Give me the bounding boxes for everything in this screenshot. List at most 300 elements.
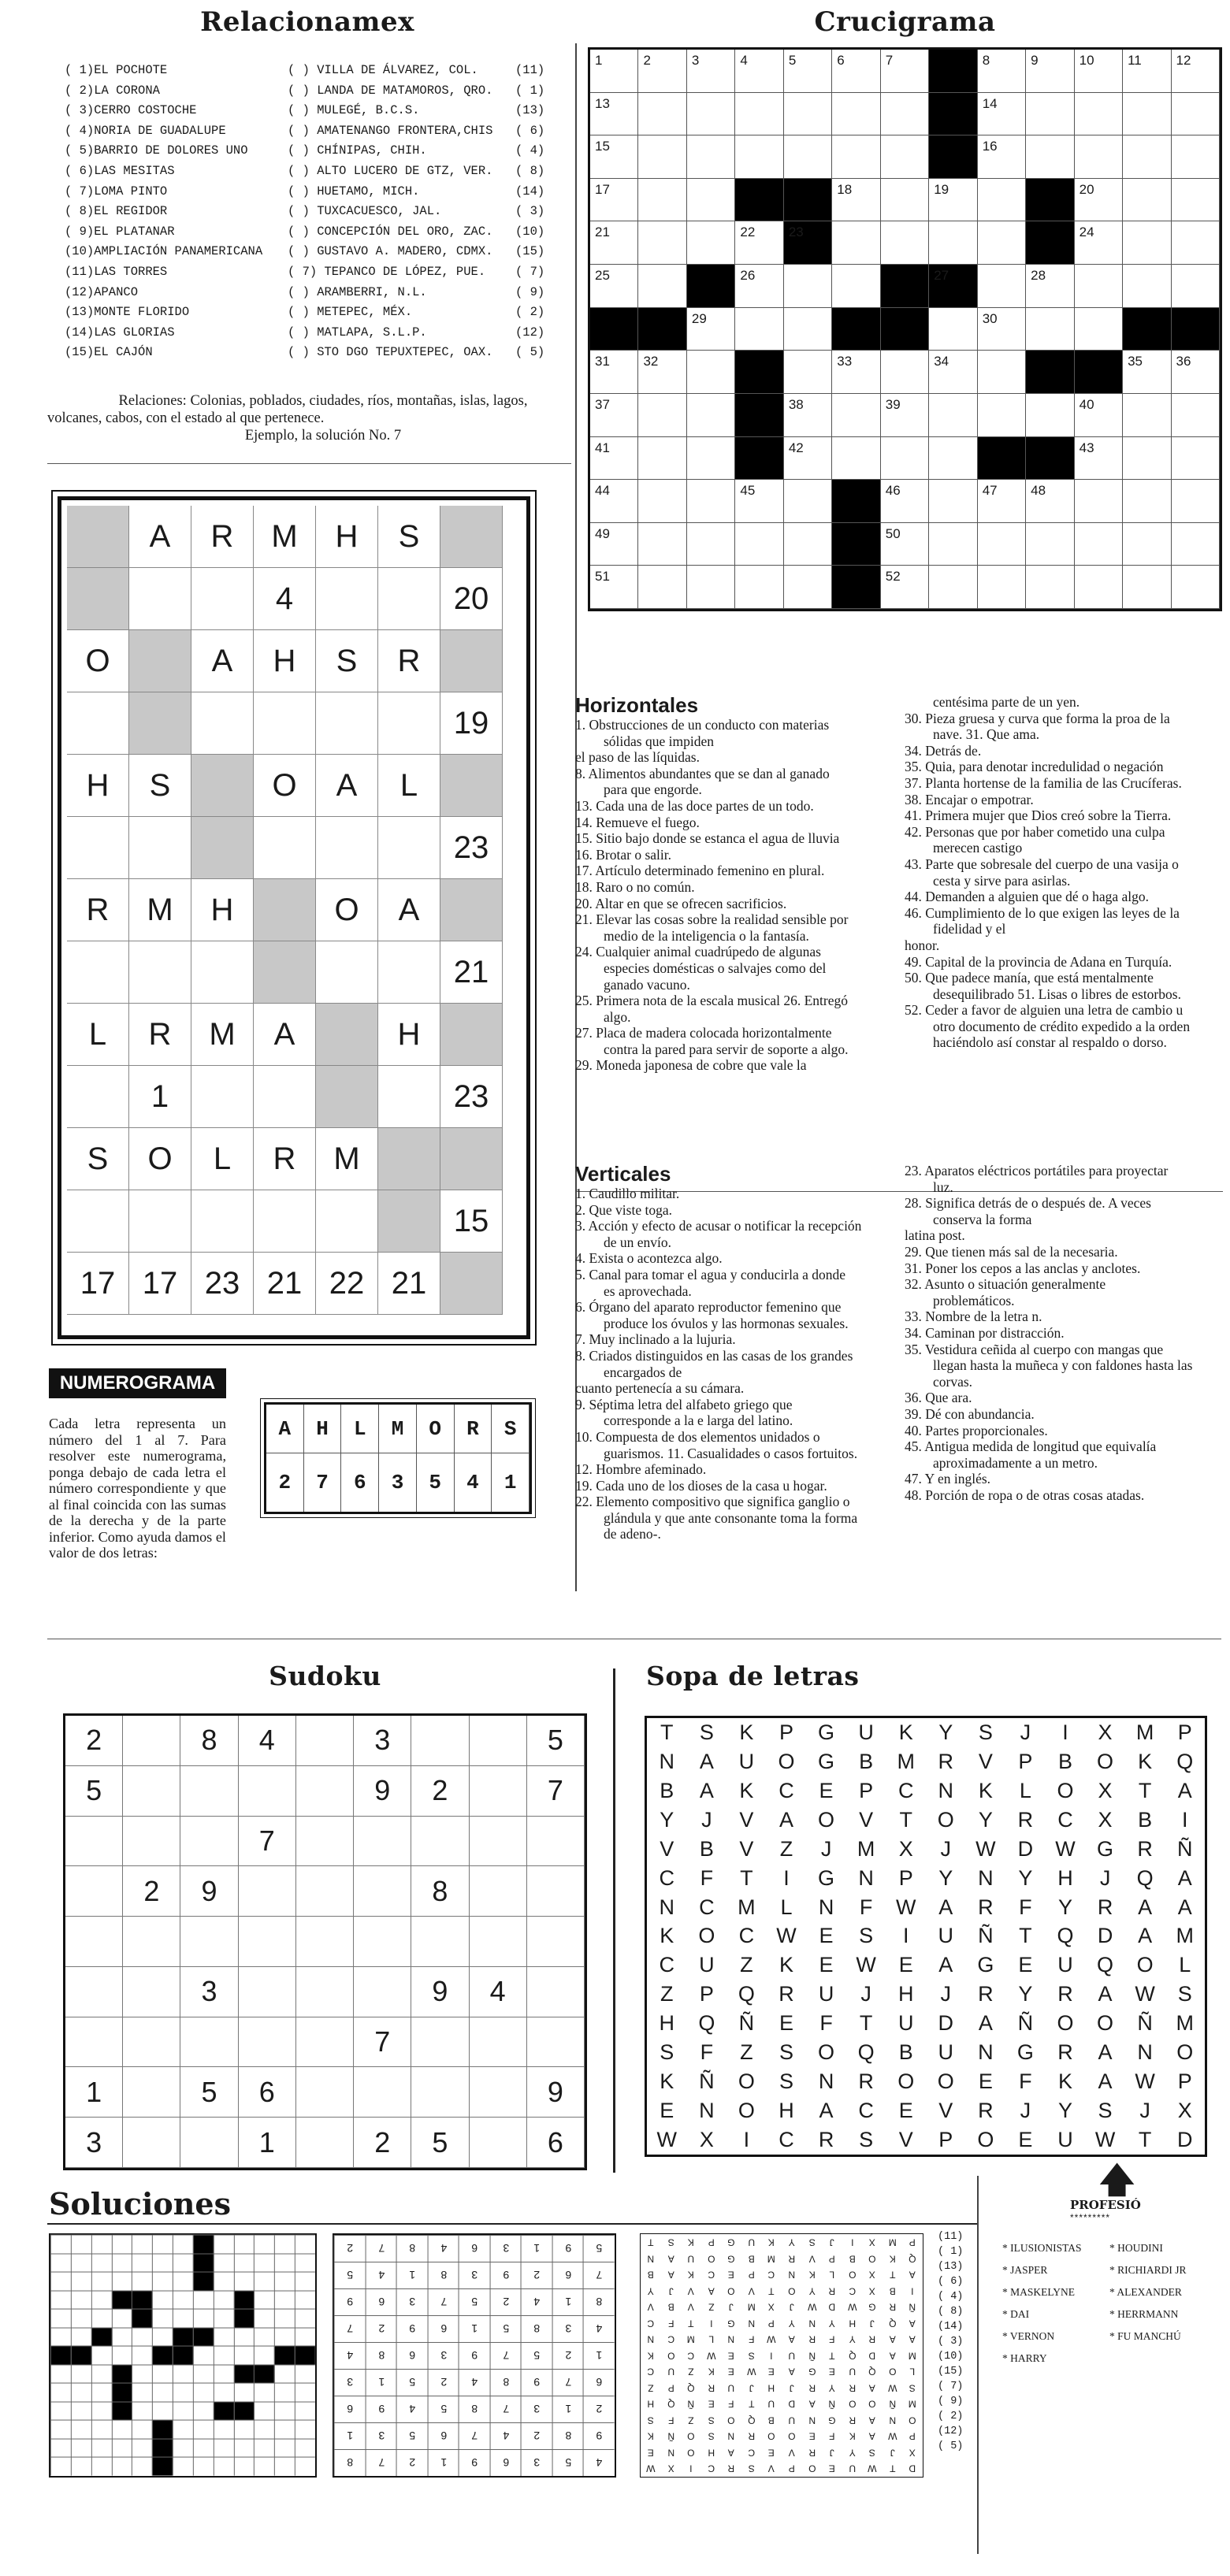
word-search-letter[interactable]: Z: [740, 2040, 753, 2065]
sudoku-cell[interactable]: 2: [411, 1766, 469, 1817]
numerograma-cell[interactable]: [316, 692, 378, 755]
crossword-cell[interactable]: [1075, 523, 1123, 566]
crossword-cell[interactable]: [638, 135, 686, 179]
word-search-letter[interactable]: C: [659, 1953, 675, 1977]
crossword-cell[interactable]: 42: [784, 437, 832, 481]
numerograma-cell[interactable]: 21: [378, 1253, 440, 1315]
word-search-letter[interactable]: A: [1138, 1895, 1153, 1919]
word-search-letter[interactable]: U: [1057, 1953, 1073, 1977]
crossword-cell[interactable]: [1123, 437, 1171, 481]
crossword-cell[interactable]: 52: [881, 566, 929, 609]
sudoku-cell[interactable]: [354, 1917, 411, 1967]
word-search-letter[interactable]: N: [659, 1895, 675, 1919]
crossword-cell[interactable]: [1075, 265, 1123, 308]
word-search-letter[interactable]: L: [780, 1895, 793, 1919]
numerograma-cell[interactable]: 21: [254, 1253, 316, 1315]
word-search-letter[interactable]: U: [699, 1953, 715, 1977]
crossword-cell[interactable]: 26: [735, 265, 783, 308]
crossword-cell[interactable]: [784, 480, 832, 523]
word-search-letter[interactable]: R: [1097, 1895, 1113, 1919]
word-search-letter[interactable]: N: [818, 2069, 834, 2094]
crossword-cell[interactable]: [1172, 394, 1220, 437]
crossword-cell[interactable]: 29: [687, 308, 735, 351]
sudoku-grid[interactable]: [63, 1713, 587, 2170]
numerograma-cell[interactable]: [67, 1066, 129, 1128]
word-search-letter[interactable]: A: [1177, 1778, 1192, 1802]
word-search-letter[interactable]: O: [937, 2069, 954, 2094]
crossword-cell[interactable]: 37: [590, 394, 638, 437]
crossword-cell[interactable]: [687, 523, 735, 566]
crossword-cell[interactable]: [978, 351, 1026, 394]
crossword-cell[interactable]: [1026, 566, 1074, 609]
crossword-cell[interactable]: [1123, 394, 1171, 437]
crossword-cell[interactable]: 2: [638, 50, 686, 93]
word-search-letter[interactable]: O: [818, 1807, 835, 1832]
numerograma-cell[interactable]: 4: [254, 568, 316, 630]
crossword-cell[interactable]: [978, 523, 1026, 566]
crossword-cell[interactable]: 34: [929, 351, 977, 394]
crossword-cell[interactable]: 51: [590, 566, 638, 609]
word-search-letter[interactable]: F: [700, 2040, 714, 2065]
word-search-letter[interactable]: F: [700, 1865, 714, 1890]
crossword-cell[interactable]: 45: [735, 480, 783, 523]
word-search-letter[interactable]: E: [898, 2099, 913, 2123]
numerograma-cell[interactable]: [316, 568, 378, 630]
crossword-cell[interactable]: [881, 135, 929, 179]
numerograma-cell[interactable]: [316, 1066, 378, 1128]
crossword-cell[interactable]: [638, 179, 686, 222]
word-search-letter[interactable]: E: [978, 2069, 993, 2094]
crossword-cell[interactable]: [978, 566, 1026, 609]
sudoku-cell[interactable]: [470, 2118, 527, 2168]
crossword-cell[interactable]: [1026, 394, 1074, 437]
crossword-cell[interactable]: 13: [590, 93, 638, 136]
word-search-letter[interactable]: D: [1017, 1836, 1034, 1861]
numerograma-cell[interactable]: H: [378, 1004, 440, 1066]
word-search-letter[interactable]: X: [1098, 1720, 1113, 1744]
word-search-letter[interactable]: O: [818, 2040, 835, 2065]
crossword-cell[interactable]: [638, 93, 686, 136]
crossword-cell[interactable]: [978, 265, 1026, 308]
word-search-letter[interactable]: N: [978, 2040, 994, 2065]
numerograma-cell[interactable]: [191, 568, 254, 630]
numerograma-cell[interactable]: 20: [440, 568, 503, 630]
numerograma-cell[interactable]: [191, 817, 254, 879]
word-search-letter[interactable]: Q: [698, 2011, 715, 2036]
numerograma-cell[interactable]: [378, 817, 440, 879]
word-search-letter[interactable]: O: [1057, 1778, 1074, 1802]
numerograma-cell[interactable]: 19: [440, 692, 503, 755]
crossword-cell[interactable]: [1075, 308, 1123, 351]
numerograma-cell[interactable]: [129, 630, 191, 692]
word-search-letter[interactable]: P: [1177, 2069, 1192, 2094]
sudoku-cell[interactable]: [296, 2017, 354, 2068]
crossword-cell[interactable]: [832, 394, 880, 437]
word-search-letter[interactable]: N: [818, 1895, 834, 1919]
word-search-letter[interactable]: D: [938, 2011, 954, 2036]
numerograma-cell[interactable]: [254, 1066, 316, 1128]
crossword-cell[interactable]: 32: [638, 351, 686, 394]
word-search-letter[interactable]: W: [895, 1895, 916, 1919]
word-search-letter[interactable]: J: [1020, 1720, 1031, 1744]
sudoku-cell[interactable]: 2: [123, 1866, 180, 1917]
crossword-cell[interactable]: [881, 351, 929, 394]
numerograma-cell[interactable]: A: [129, 506, 191, 568]
crossword-cell[interactable]: 4: [735, 50, 783, 93]
word-search-letter[interactable]: Ñ: [738, 2011, 755, 2036]
word-search-letter[interactable]: U: [858, 1720, 874, 1744]
numerograma-cell[interactable]: [67, 692, 129, 755]
sudoku-cell[interactable]: [239, 2017, 296, 2068]
crossword-cell[interactable]: [784, 93, 832, 136]
crossword-cell[interactable]: 33: [832, 351, 880, 394]
word-search-letter[interactable]: N: [1137, 2040, 1153, 2065]
sudoku-cell[interactable]: [527, 1967, 585, 2017]
crossword-cell[interactable]: [687, 135, 735, 179]
crossword-cell[interactable]: 8: [978, 50, 1026, 93]
numerograma-cell[interactable]: [67, 568, 129, 630]
word-search-letter[interactable]: G: [818, 1865, 835, 1890]
sudoku-cell[interactable]: [470, 1716, 527, 1766]
numerograma-cell[interactable]: [440, 630, 503, 692]
sudoku-cell[interactable]: 7: [527, 1766, 585, 1817]
word-search-letter[interactable]: Ñ: [978, 1924, 994, 1948]
word-search-letter[interactable]: W: [1135, 1982, 1155, 2006]
sudoku-cell[interactable]: [354, 1967, 411, 2017]
numerograma-cell[interactable]: [191, 692, 254, 755]
word-search-letter[interactable]: R: [779, 1982, 794, 2006]
word-search-letter[interactable]: U: [897, 2011, 914, 2036]
crossword-cell[interactable]: [1075, 93, 1123, 136]
word-search-letter[interactable]: E: [660, 2099, 674, 2123]
word-search-letter[interactable]: W: [1135, 2069, 1155, 2094]
crossword-cell[interactable]: [687, 221, 735, 265]
crossword-grid[interactable]: [588, 47, 1222, 611]
word-search-letter[interactable]: R: [1137, 1836, 1153, 1861]
crossword-cell[interactable]: 36: [1172, 351, 1220, 394]
sudoku-cell[interactable]: [239, 1766, 296, 1817]
word-search-letter[interactable]: A: [1177, 1865, 1192, 1890]
sudoku-cell[interactable]: [527, 1866, 585, 1917]
word-search-letter[interactable]: D: [1176, 2128, 1193, 2152]
word-search-letter[interactable]: D: [1097, 1924, 1113, 1948]
sudoku-cell[interactable]: [411, 1817, 469, 1867]
word-search-letter[interactable]: V: [978, 1749, 993, 1773]
numerograma-cell[interactable]: A: [378, 879, 440, 941]
crossword-cell[interactable]: [1172, 523, 1220, 566]
word-search-letter[interactable]: H: [659, 2011, 675, 2036]
word-search-letter[interactable]: G: [1097, 1836, 1114, 1861]
word-search-letter[interactable]: O: [698, 1924, 715, 1948]
word-search-letter[interactable]: R: [858, 2069, 874, 2094]
word-search-letter[interactable]: A: [699, 1778, 714, 1802]
numerograma-cell[interactable]: [67, 941, 129, 1004]
crossword-cell[interactable]: 11: [1123, 50, 1171, 93]
word-search-letter[interactable]: G: [1016, 2040, 1034, 2065]
crossword-cell[interactable]: 22: [735, 221, 783, 265]
crossword-cell[interactable]: [784, 523, 832, 566]
word-search-letter[interactable]: A: [819, 2099, 834, 2123]
word-search-letter[interactable]: T: [660, 1720, 674, 1744]
sudoku-cell[interactable]: [296, 1716, 354, 1766]
sudoku-cell[interactable]: 6: [239, 2067, 296, 2118]
numerograma-cell[interactable]: [129, 941, 191, 1004]
crossword-cell[interactable]: [832, 265, 880, 308]
word-search-letter[interactable]: L: [1019, 1778, 1031, 1802]
crossword-cell[interactable]: [687, 480, 735, 523]
crossword-cell[interactable]: [881, 93, 929, 136]
crossword-cell[interactable]: 1: [590, 50, 638, 93]
sudoku-cell[interactable]: [470, 1866, 527, 1917]
crossword-cell[interactable]: 31: [590, 351, 638, 394]
sudoku-cell[interactable]: [180, 1917, 238, 1967]
numerograma-cell[interactable]: [67, 1190, 129, 1253]
word-search-letter[interactable]: O: [1097, 1749, 1114, 1773]
word-search-letter[interactable]: F: [859, 1895, 873, 1919]
word-search-letter[interactable]: Y: [938, 1720, 953, 1744]
word-search-letter[interactable]: W: [856, 1953, 876, 1977]
sudoku-cell[interactable]: [470, 2067, 527, 2118]
word-search-letter[interactable]: Q: [738, 1982, 755, 2006]
word-search-letter[interactable]: O: [977, 2128, 994, 2152]
word-search-letter[interactable]: C: [1057, 1807, 1073, 1832]
crossword-cell[interactable]: 35: [1123, 351, 1171, 394]
numerograma-cell[interactable]: [129, 692, 191, 755]
word-search-letter[interactable]: E: [819, 1924, 834, 1948]
numerograma-cell[interactable]: O: [129, 1128, 191, 1190]
sudoku-cell[interactable]: [123, 1967, 180, 2017]
word-search-letter[interactable]: G: [818, 1720, 835, 1744]
crossword-cell[interactable]: [638, 394, 686, 437]
crossword-cell[interactable]: [1172, 179, 1220, 222]
crossword-cell[interactable]: 14: [978, 93, 1026, 136]
word-search-letter[interactable]: K: [660, 1924, 674, 1948]
numerograma-grid[interactable]: [58, 496, 530, 1339]
numerograma-cell[interactable]: [440, 506, 503, 568]
word-search-letter[interactable]: C: [858, 2099, 874, 2123]
crossword-cell[interactable]: [1026, 93, 1074, 136]
crossword-cell[interactable]: [978, 179, 1026, 222]
word-search-letter[interactable]: N: [978, 1865, 994, 1890]
numerograma-cell[interactable]: M: [129, 879, 191, 941]
numerograma-cell[interactable]: [254, 692, 316, 755]
numerograma-cell[interactable]: H: [67, 755, 129, 817]
word-search-letter[interactable]: S: [779, 2040, 793, 2065]
word-search-letter[interactable]: E: [819, 1953, 834, 1977]
word-search-letter[interactable]: N: [938, 1778, 954, 1802]
crossword-cell[interactable]: [1172, 566, 1220, 609]
sudoku-cell[interactable]: 4: [239, 1716, 296, 1766]
word-search-letter[interactable]: H: [779, 2099, 794, 2123]
numerograma-cell[interactable]: [378, 568, 440, 630]
numerograma-cell[interactable]: H: [254, 630, 316, 692]
word-search-letter[interactable]: U: [1057, 2128, 1073, 2152]
sudoku-cell[interactable]: [180, 2118, 238, 2168]
word-search-letter[interactable]: I: [1062, 1720, 1068, 1744]
numerograma-cell[interactable]: 21: [440, 941, 503, 1004]
sudoku-cell[interactable]: [123, 2017, 180, 2068]
crossword-cell[interactable]: [1123, 566, 1171, 609]
sudoku-cell[interactable]: 9: [354, 1766, 411, 1817]
sudoku-cell[interactable]: [470, 1917, 527, 1967]
word-search-letter[interactable]: J: [1139, 2099, 1150, 2123]
sudoku-cell[interactable]: 5: [527, 1716, 585, 1766]
sudoku-cell[interactable]: [296, 2067, 354, 2118]
word-search-letter[interactable]: M: [857, 1836, 875, 1861]
numerograma-cell[interactable]: [440, 1253, 503, 1315]
sudoku-cell[interactable]: [470, 1766, 527, 1817]
crossword-cell[interactable]: 50: [881, 523, 929, 566]
crossword-cell[interactable]: [929, 566, 977, 609]
word-search-letter[interactable]: L: [1179, 1953, 1191, 1977]
word-search-letter[interactable]: V: [898, 2128, 913, 2152]
word-search-letter[interactable]: A: [1098, 1982, 1113, 2006]
numerograma-cell[interactable]: O: [316, 879, 378, 941]
word-search-letter[interactable]: A: [1138, 1924, 1153, 1948]
word-search-letter[interactable]: A: [699, 1749, 714, 1773]
crossword-cell[interactable]: 19: [929, 179, 977, 222]
numerograma-cell[interactable]: [316, 941, 378, 1004]
numerograma-cell[interactable]: S: [378, 506, 440, 568]
crossword-cell[interactable]: 20: [1075, 179, 1123, 222]
word-search-letter[interactable]: O: [1097, 2011, 1114, 2036]
numerograma-cell[interactable]: 23: [440, 1066, 503, 1128]
sudoku-cell[interactable]: [65, 1967, 123, 2017]
numerograma-cell[interactable]: [254, 941, 316, 1004]
word-search-letter[interactable]: I: [743, 2128, 750, 2152]
word-search-letter[interactable]: X: [898, 1836, 913, 1861]
sudoku-cell[interactable]: 5: [180, 2067, 238, 2118]
numerograma-cell[interactable]: 23: [191, 1253, 254, 1315]
crossword-cell[interactable]: 41: [590, 437, 638, 481]
word-search-letter[interactable]: N: [858, 1865, 874, 1890]
word-search-letter[interactable]: A: [779, 1807, 793, 1832]
word-search-letter[interactable]: T: [740, 1865, 753, 1890]
crossword-cell[interactable]: [881, 221, 929, 265]
numerograma-cell[interactable]: [378, 1066, 440, 1128]
crossword-cell[interactable]: 38: [784, 394, 832, 437]
crossword-cell[interactable]: [1172, 221, 1220, 265]
crossword-cell[interactable]: 17: [590, 179, 638, 222]
word-search-letter[interactable]: R: [938, 1749, 954, 1773]
word-search-letter[interactable]: K: [779, 1953, 793, 1977]
word-search-letter[interactable]: U: [818, 1982, 834, 2006]
word-search-letter[interactable]: H: [1057, 1865, 1073, 1890]
sudoku-cell[interactable]: [123, 1917, 180, 1967]
numerograma-cell[interactable]: [316, 817, 378, 879]
numerograma-cell[interactable]: [191, 941, 254, 1004]
crossword-cell[interactable]: [687, 437, 735, 481]
sudoku-cell[interactable]: [411, 2067, 469, 2118]
word-search-letter[interactable]: R: [1017, 1807, 1034, 1832]
sudoku-cell[interactable]: [296, 1817, 354, 1867]
sudoku-cell[interactable]: 1: [239, 2118, 296, 2168]
crossword-cell[interactable]: [929, 523, 977, 566]
numerograma-cell[interactable]: 23: [440, 817, 503, 879]
word-search-letter[interactable]: Ñ: [699, 2069, 715, 2094]
word-search-letter[interactable]: S: [859, 1924, 874, 1948]
sudoku-cell[interactable]: [123, 1766, 180, 1817]
numerograma-cell[interactable]: O: [254, 755, 316, 817]
word-search-letter[interactable]: J: [820, 1836, 832, 1861]
numerograma-cell[interactable]: A: [191, 630, 254, 692]
word-search-letter[interactable]: Q: [1176, 1749, 1194, 1773]
word-search-letter[interactable]: M: [738, 1895, 756, 1919]
word-search-letter[interactable]: O: [897, 2069, 915, 2094]
word-search-letter[interactable]: P: [859, 1778, 874, 1802]
crossword-cell[interactable]: [1123, 135, 1171, 179]
crossword-cell[interactable]: [978, 394, 1026, 437]
crossword-cell[interactable]: 28: [1026, 265, 1074, 308]
sudoku-cell[interactable]: [527, 1917, 585, 1967]
word-search-letter[interactable]: S: [779, 2069, 793, 2094]
crossword-cell[interactable]: [1172, 93, 1220, 136]
word-search-letter[interactable]: S: [1098, 2099, 1113, 2123]
sudoku-cell[interactable]: [180, 2017, 238, 2068]
sudoku-cell[interactable]: [239, 1967, 296, 2017]
sudoku-cell[interactable]: [354, 1866, 411, 1917]
word-search-letter[interactable]: C: [779, 2128, 794, 2152]
word-search-letter[interactable]: K: [739, 1720, 754, 1744]
numerograma-cell[interactable]: [378, 1190, 440, 1253]
word-search-letter[interactable]: P: [1018, 1749, 1033, 1773]
crossword-cell[interactable]: [881, 179, 929, 222]
crossword-cell[interactable]: [1075, 566, 1123, 609]
crossword-cell[interactable]: [929, 308, 977, 351]
crossword-cell[interactable]: 3: [687, 50, 735, 93]
crossword-cell[interactable]: [1123, 480, 1171, 523]
crossword-cell[interactable]: [1026, 308, 1074, 351]
word-search-letter[interactable]: K: [1138, 1749, 1153, 1773]
numerograma-cell[interactable]: [191, 755, 254, 817]
crossword-cell[interactable]: [1172, 265, 1220, 308]
numerograma-cell[interactable]: 17: [67, 1253, 129, 1315]
sudoku-cell[interactable]: 7: [354, 2017, 411, 2068]
numerograma-cell[interactable]: [191, 1066, 254, 1128]
word-search-letter[interactable]: A: [1098, 2040, 1113, 2065]
crossword-cell[interactable]: [1123, 179, 1171, 222]
word-search-letter[interactable]: Z: [779, 1836, 793, 1861]
word-search-letter[interactable]: E: [779, 2011, 793, 2036]
numerograma-cell[interactable]: O: [67, 630, 129, 692]
word-search-letter[interactable]: O: [738, 2099, 755, 2123]
crossword-cell[interactable]: 46: [881, 480, 929, 523]
sudoku-cell[interactable]: 7: [239, 1817, 296, 1867]
word-search-letter[interactable]: K: [978, 1778, 993, 1802]
word-search-letter[interactable]: C: [659, 1865, 675, 1890]
numerograma-cell[interactable]: H: [316, 506, 378, 568]
sudoku-cell[interactable]: [123, 2067, 180, 2118]
word-search-letter[interactable]: T: [1019, 1924, 1032, 1948]
crossword-cell[interactable]: [832, 93, 880, 136]
crossword-cell[interactable]: [735, 308, 783, 351]
word-search-letter[interactable]: E: [1018, 1953, 1033, 1977]
word-search-letter[interactable]: X: [1098, 1778, 1113, 1802]
word-search-letter[interactable]: Y: [1018, 1865, 1033, 1890]
numerograma-cell[interactable]: [440, 1128, 503, 1190]
numerograma-cell[interactable]: [191, 1190, 254, 1253]
word-search-letter[interactable]: S: [859, 2128, 874, 2152]
crossword-cell[interactable]: [687, 351, 735, 394]
crossword-cell[interactable]: 12: [1172, 50, 1220, 93]
sudoku-cell[interactable]: 3: [180, 1967, 238, 2017]
numerograma-cell[interactable]: [254, 879, 316, 941]
sudoku-cell[interactable]: 2: [65, 1716, 123, 1766]
crossword-cell[interactable]: 48: [1026, 480, 1074, 523]
crossword-cell[interactable]: [735, 135, 783, 179]
word-search-letter[interactable]: B: [1138, 1807, 1153, 1832]
numerograma-cell[interactable]: [378, 941, 440, 1004]
